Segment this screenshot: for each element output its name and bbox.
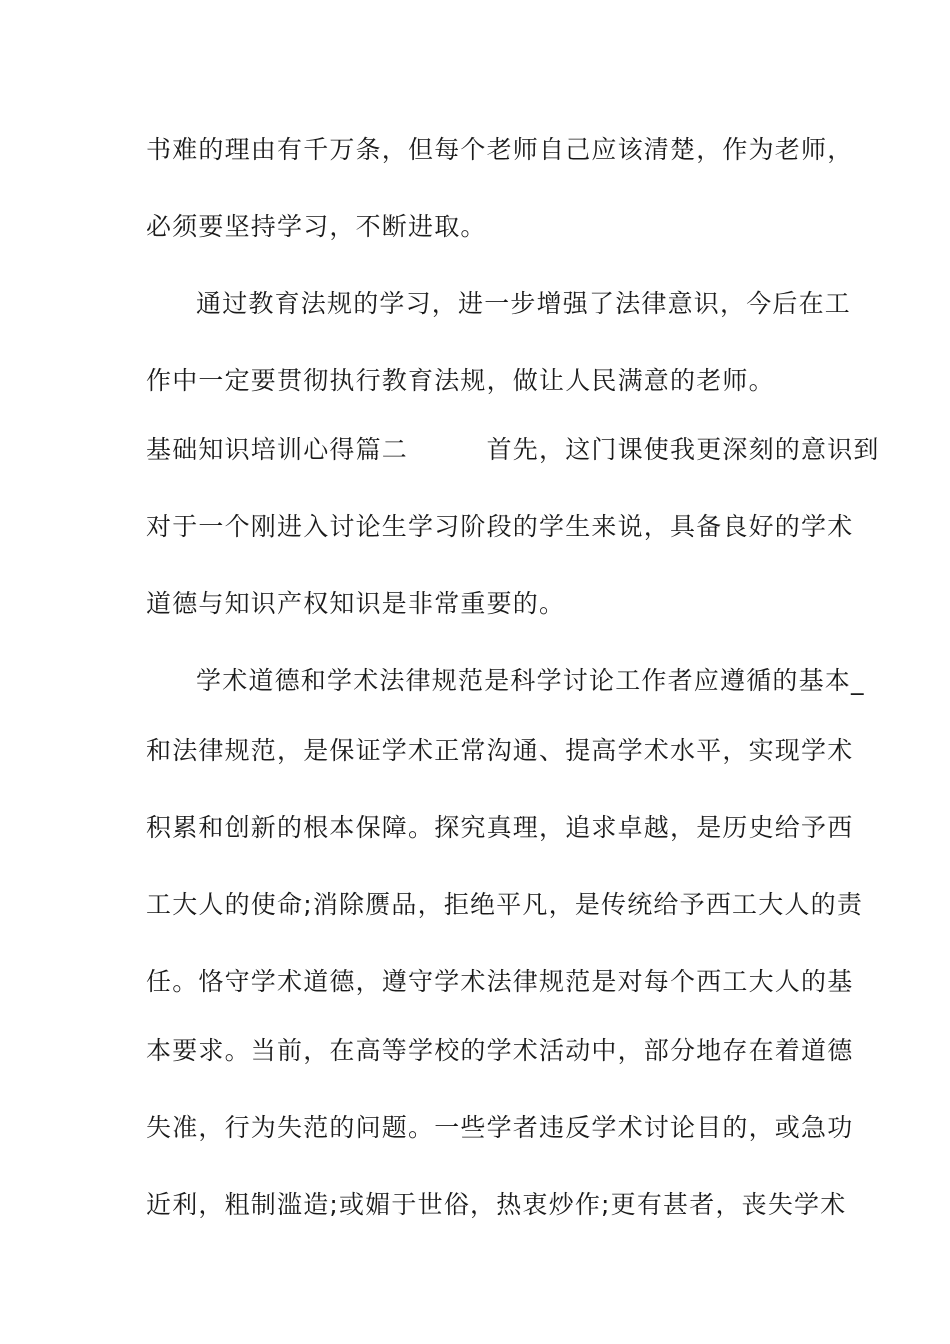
text-line: 和法律规范，是保证学术正常沟通、提高学术水平，实现学术 <box>146 736 854 765</box>
text-line: 道德与知识产权知识是非常重要的。 <box>146 589 566 618</box>
section-heading-line: 基础知识培训心得篇二 首先，这门课使我更深刻的意识到 <box>146 435 880 464</box>
text-line: 作中一定要贯彻执行教育法规，做让人民满意的老师。 <box>146 366 775 395</box>
text-line: 本要求。当前，在高等学校的学术活动中，部分地存在着道德 <box>146 1036 854 1065</box>
text-line: 积累和创新的根本保障。探究真理，追求卓越，是历史给予西 <box>146 813 854 842</box>
text-line: 失准，行为失范的问题。一些学者违反学术讨论目的，或急功 <box>146 1113 854 1142</box>
text-line: 任。恪守学术道德，遵守学术法律规范是对每个西工大人的基 <box>146 967 854 996</box>
text-line: 工大人的使命;消除赝品，拒绝平凡，是传统给予西工大人的责 <box>146 890 864 919</box>
text-line: 对于一个刚进入讨论生学习阶段的学生来说，具备良好的学术 <box>146 512 854 541</box>
text-line: 必须要坚持学习，不断进取。 <box>146 212 487 241</box>
text-line: 书难的理由有千万条，但每个老师自己应该清楚，作为老师， <box>146 135 854 164</box>
text-line: 近利，粗制滥造;或媚于世俗，热衷炒作;更有甚者，丧失学术 <box>146 1190 847 1219</box>
paragraph-first-line: 学术道德和学术法律规范是科学讨论工作者应遵循的基本_ <box>196 666 865 695</box>
paragraph-first-line: 通过教育法规的学习，进一步增强了法律意识，今后在工 <box>196 289 852 318</box>
